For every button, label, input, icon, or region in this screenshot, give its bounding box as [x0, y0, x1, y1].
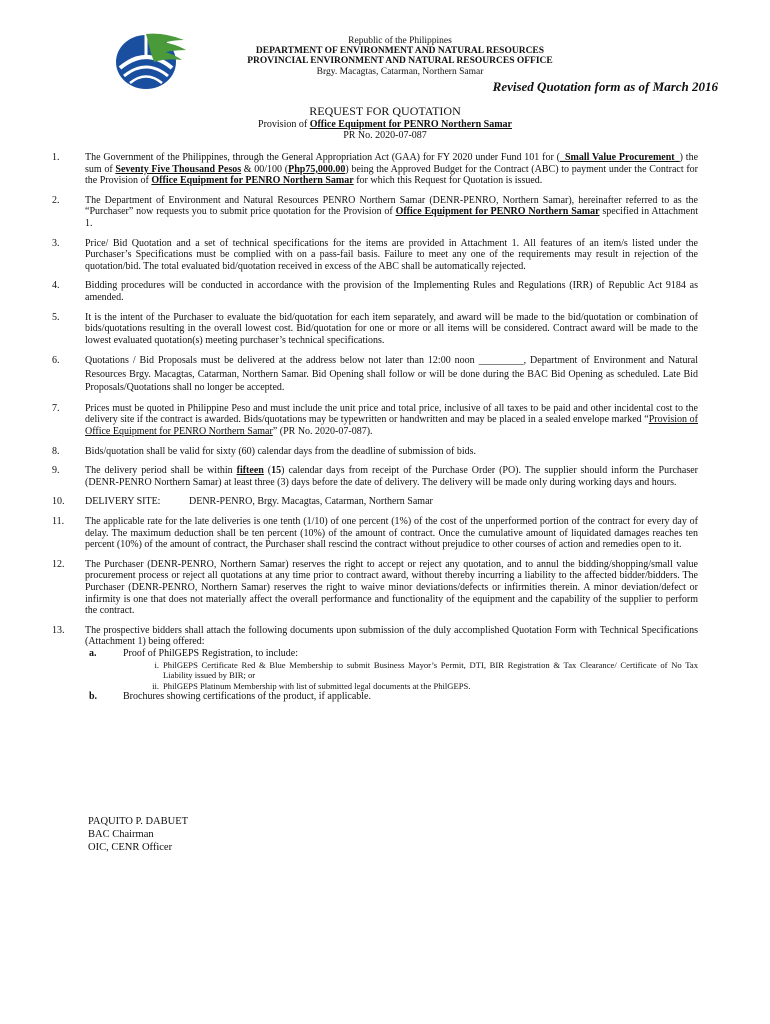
clause-11: 11. The applicable rate for the late deliveries is one tenth (1/10) of one percent (1%) of the cost of the unperformed portion of the contract for every day of delay. The maximum deduction shall be ten percent (10%) of the amount of contract. Once the cumulative amount of liquidated damages reaches ten percent (10%) of the amount of contract, the Purchaser shall rescind the contract without prejudice to other courses of action and remedies open to it.: [52, 515, 698, 551]
delivery-site-label: DELIVERY SITE:: [85, 496, 161, 508]
revised-form-note: Revised Quotation form as of March 2016: [492, 79, 718, 94]
signature-block: [88, 815, 188, 854]
department-line: DEPARTMENT OF ENVIRONMENT AND NATURAL RESOURCES: [255, 46, 545, 56]
clause-list: [52, 152, 698, 711]
clause-8: 8. Bids/quotation shall be valid for sixty (60) calendar days from the deadline of submission of bids.: [52, 445, 477, 457]
office-line: PROVINCIAL ENVIRONMENT AND NATURAL RESOURCES OFFICE: [247, 56, 553, 66]
clause-12: 12. The Purchaser (DENR-PENRO, Northern Samar) reserves the right to accept or reject any quotation, and to annul the bidding/shopping/small value procurement process or reject all quotations at any time prior to contract award, without thereby incurring a liability to the affected bidder/bidders. The Purchaser (DENR-PENRO, Northern Samar) reserves the right to waive minor deviations/defects or infirmities therein. A minor deviation/defect or infirmity is one that does not materially affect the overall performance and functionality of the equipment and the capability of the supplier to perform the contract.: [52, 558, 698, 617]
clause-13: 13. The prospective bidders shall attach the following documents upon submission of the duly accomplished Quotation Form with Technical Specifications (Attachment 1) being offered: a. Proof of PhilGEPS Registration, to include: i. PhilGEPS Certificate Red & Blue Membership to submit Business Mayor’s Permit, DTI, BIR Registration & Tax Clearance/ Certificate of No Tax Liability issued by BIR; or ii. PhilGEPS Platinum Membership with list of submitted legal documents at the PhilGEPS. b. Brochures showing certifications of the product, if applicable.: [52, 624, 698, 702]
clause-1: 1. The Government of the Philippines, through the General Appropriation Act (GAA) for FY 2020 under Fund 101 for (_Small Value Procurement_) the sum of Seventy Five Thousand Pesos & 00/100 (Php75,000.00) being the Approved Budget for the Contract (ABC) to payment under the Contract for the Provision of Office Equipment for PENRO Northern Samar for which this Request for Quotation is issued.: [52, 152, 699, 187]
denr-logo-icon: [112, 28, 188, 92]
sub-item-b: b. Brochures showing certifications of the product, if applicable.: [89, 691, 371, 702]
republic-line: Republic of the Philippines: [348, 36, 452, 46]
clause-4: 4. Bidding procedures will be conducted in accordance with the provision of the Implementing Rules and Regulations (IRR) of Republic Act 9184 as amended.: [52, 280, 698, 303]
signatory-role-1: BAC Chairman: [88, 829, 154, 840]
clause-5: 5. It is the intent of the Purchaser to evaluate the bid/quotation for each item separately, and award will be made to the bid/quotation or combination of bids/quotations resulting in the overall lowest cost. Bid/quotation for one or more or all items will be considered. Contract award will be made to the lowest evaluated quotation(s) meeting purchaser’s technical specifications.: [52, 311, 698, 346]
clause-9: 9. The delivery period shall be within fifteen (15) calendar days from receipt of the Purchase Order (PO). The supplier should inform the Purchaser (DENR-PENRO Northern Samar) at least three (3) days before the date of delivery. The delivery will be made only during working days and hours.: [52, 465, 698, 488]
clause-2: 2. The Department of Environment and Natural Resources PENRO Northern Samar (DENR-PENRO, Northern Samar), hereinafter referred to as the “Purchaser” now requests you to submit price quotation for the Provision of Office Equipment for PENRO Northern Samar specified in Attachment 1.: [52, 194, 698, 229]
clause-6: 6. Quotations / Bid Proposals must be delivered at the address below not later than 12:00 noon _________, Department of Environment and Natural Resources Brgy. Macagtas, Catarman, Northern Samar. Bid Opening shall follow or will be done during the BAC Bid Opening as scheduled. Late Bid Proposals/Quotations shall no longer be accepted.: [52, 355, 698, 394]
sub-item-a: a. Proof of PhilGEPS Registration, to include:: [89, 647, 298, 659]
provision-line: Provision of Office Equipment for PENRO Northern Samar: [258, 119, 512, 130]
document-title: REQUEST FOR QUOTATION: [309, 104, 461, 118]
pr-number: PR No. 2020-07-087: [343, 130, 427, 141]
provision-item: Office Equipment for PENRO Northern Samar: [309, 119, 512, 130]
signatory-name: PAQUITO P. DABUET: [88, 816, 189, 827]
sub-item-a-ii: ii. PhilGEPS Platinum Membership with list of submitted legal documents at the PhilGEPS.: [152, 680, 471, 691]
address-line: Brgy. Macagtas, Catarman, Northern Samar: [316, 67, 484, 77]
sub-item-a-i: i. PhilGEPS Certificate Red & Blue Membership to submit Business Mayor’s Permit, DTI, BIR Registration & Tax Clearance/ Certificate of No Tax Liability issued by BIR; or: [154, 659, 698, 680]
clause-7: 7. Prices must be quoted in Philippine Peso and must include the unit price and total price, inclusive of all taxes to be paid and other incidental cost to the delivery site if the contract is awarded. Bids/quotations may be typewritten or handwritten and may be placed in a sealed envelope marked “Provision of Office Equipment for PENRO Northern Samar” (PR No. 2020-07-087).: [52, 402, 699, 437]
clause-10: 10. DELIVERY SITE: DENR-PENRO, Brgy. Macagtas, Catarman, Northern Samar: [52, 496, 433, 508]
clause-3: 3. Price/ Bid Quotation and a set of technical specifications for the items are provided in Attachment 1. All features of an item/s listed under the Purchaser’s Specifications must be complied with on a pass-fail basis. Failure to meet any one of the requirements may result in rejection of the quotation/bid. The total evaluated bid/quotation received in excess of the ABC shall be automatically rejected.: [52, 237, 698, 272]
delivery-site-value: DENR-PENRO, Brgy. Macagtas, Catarman, Northern Samar: [189, 496, 433, 508]
signatory-role-2: OIC, CENR Officer: [88, 842, 173, 853]
